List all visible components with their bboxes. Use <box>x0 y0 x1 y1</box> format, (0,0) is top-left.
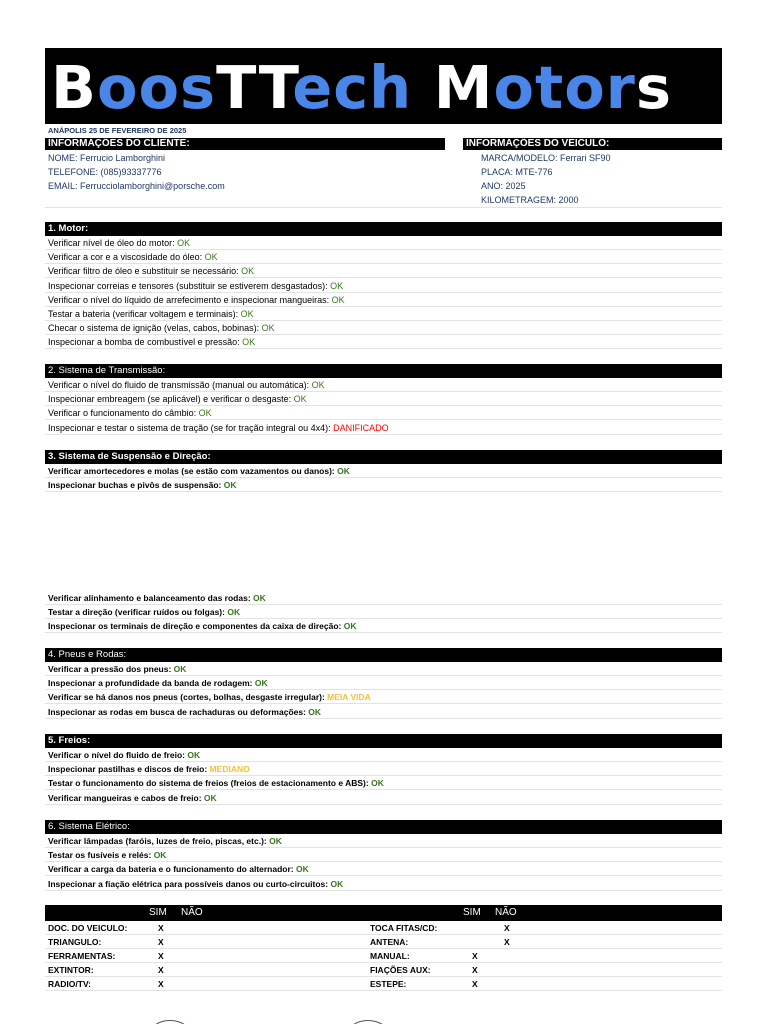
checklist-row <box>45 862 722 876</box>
check-item-label: Verificar a cor e a viscosidade do óleo: <box>48 252 205 263</box>
accessory-label: MANUAL: <box>370 951 410 961</box>
checklist-row <box>45 690 722 704</box>
checklist-row <box>45 378 722 392</box>
section-header-freios: 5. Freios: <box>45 734 722 748</box>
brand-part: M <box>412 53 494 122</box>
check-item-status: OK <box>337 466 350 476</box>
check-item-label: Testar a direção (verificar ruídos ou folgas): <box>48 607 228 618</box>
check-item-label: Verificar lâmpadas (faróis, luzes de freio, piscas, etc.): <box>48 836 270 846</box>
checklist-row <box>45 421 722 435</box>
checklist-row <box>45 591 722 605</box>
checklist-row <box>45 762 722 776</box>
check-item-status: OK <box>240 309 254 319</box>
accessory-mark: X <box>504 937 510 947</box>
section-header-motor: 1. Motor: <box>45 222 722 236</box>
brand-title <box>51 50 672 126</box>
check-item-label: Inspecionar pastilhas e discos de freio: <box>48 764 210 775</box>
check-item-status: OK <box>371 778 384 789</box>
brand-part: B <box>51 53 97 122</box>
vehicle-model: MARCA/MODELO: Ferrari SF90 <box>481 153 611 163</box>
check-item-status: OK <box>223 480 237 491</box>
accessory-mark: X <box>472 965 478 975</box>
check-item-label: Verificar amortecedores e molas (se estão com vazamentos ou danos): <box>48 466 338 476</box>
check-item-status: OK <box>242 337 256 348</box>
accessory-mark: X <box>158 965 164 975</box>
accessory-label: RADIO/TV: <box>48 979 91 989</box>
check-item-status: OK <box>330 878 344 889</box>
checklist-row <box>45 705 722 719</box>
check-item-label: Inspecionar buchas e pivôs de suspensão: <box>48 480 224 491</box>
check-item-status: OK <box>331 294 345 305</box>
checklist-row <box>45 464 722 478</box>
check-item-label: Inspecionar os terminais de direção e componentes da caixa de direção: <box>48 621 344 632</box>
check-item-status: OK <box>204 252 218 263</box>
section-header-pneus: 4. Pneus e Rodas: <box>45 648 722 662</box>
check-item-label: Inspecionar a profundidade da banda de rodagem: <box>48 678 255 689</box>
sim-header-right: SIM <box>463 907 481 918</box>
vehicle-km: KILOMETRAGEM: 2000 <box>481 195 579 205</box>
check-item-status: OK <box>254 678 268 689</box>
checklist-row <box>45 605 722 619</box>
check-item-status: OK <box>153 850 167 861</box>
check-item-label: Verificar a pressão dos pneus: <box>48 664 174 674</box>
check-item-status: OK <box>187 750 201 760</box>
check-item-label: Testar a bateria (verificar voltagem e terminais): <box>48 309 241 319</box>
client-phone: TELEFONE: (085)93337776 <box>48 167 162 177</box>
section-header-transmissao: 2. Sistema de Transmissão: <box>45 364 722 378</box>
section-header-eletrico: 6. Sistema Elétrico: <box>45 820 722 834</box>
check-item-status: OK <box>198 408 212 419</box>
checklist-row <box>45 293 722 307</box>
brand-part: ech <box>292 53 413 122</box>
accessory-mark: X <box>158 979 164 989</box>
accessory-mark: X <box>504 923 510 933</box>
accessory-label: DOC. DO VEICULO: <box>48 923 128 933</box>
vehicle-year: ANO: 2025 <box>481 181 526 191</box>
check-item-label: Verificar se há danos nos pneus (cortes, bolhas, desgaste irregular): <box>48 692 328 703</box>
checklist-row <box>45 392 722 406</box>
checklist-row <box>45 250 722 264</box>
check-item-label: Verificar a carga da bateria e o funcionamento do alternador: <box>48 864 296 875</box>
check-item-status: OK <box>293 394 307 405</box>
check-item-label: Inspecionar e testar o sistema de tração (se for tração integral ou 4x4): <box>48 422 334 433</box>
accessory-row <box>45 963 722 977</box>
checklist-row <box>45 335 722 349</box>
check-item-status: OK <box>261 323 275 334</box>
check-item-status: OK <box>308 706 322 717</box>
client-name: NOME: Ferrucio Lamborghini <box>48 153 166 163</box>
signature-circle-left <box>142 1020 198 1024</box>
accessory-mark: X <box>158 937 164 947</box>
accessory-mark: X <box>472 979 478 989</box>
check-item-label: Testar os fusíveis e relés: <box>48 850 154 861</box>
checklist-row <box>45 279 722 293</box>
checklist-row <box>45 791 722 805</box>
check-item-status: OK <box>227 607 241 618</box>
checklist-row <box>45 676 722 690</box>
checklist-row <box>45 321 722 335</box>
checklist-row <box>45 406 722 420</box>
signature-circle-right <box>340 1020 396 1024</box>
accessory-label: TRIANGULO: <box>48 937 102 947</box>
accessory-label: ANTENA: <box>370 937 409 947</box>
check-item-status: OK <box>203 792 217 803</box>
check-item-label: Inspecionar embreagem (se aplicável) e verificar o desgaste: <box>48 394 294 405</box>
accessory-mark: X <box>472 951 478 961</box>
check-item-status: OK <box>296 864 309 875</box>
accessory-mark: X <box>158 923 164 933</box>
accessory-label: EXTINTOR: <box>48 965 94 975</box>
check-item-label: Verificar filtro de óleo e substituir se necessário: <box>48 266 242 277</box>
brand-part: otor <box>493 53 636 122</box>
vehicle-plate: PLACA: MTE-776 <box>481 167 553 177</box>
vehicle-info-header: INFORMAÇÕES DO VEICULO: <box>463 138 722 150</box>
checklist-row <box>45 619 722 633</box>
check-item-status: OK <box>241 266 255 277</box>
check-item-label: Verificar alinhamento e balanceamento das rodas: <box>48 593 254 603</box>
check-item-label: Verificar o funcionamento do câmbio: <box>48 408 199 419</box>
check-item-label: Checar o sistema de ignição (velas, cabos, bobinas): <box>48 323 262 334</box>
date-line: ANÁPOLIS 25 DE FEVEREIRO DE 2025 <box>48 126 187 135</box>
check-item-status: OK <box>177 238 191 248</box>
accessory-mark: X <box>158 951 164 961</box>
check-item-label: Testar o funcionamento do sistema de freios (freios de estacionamento e ABS): <box>48 778 372 789</box>
check-item-status: MEDIANO <box>209 764 250 775</box>
checklist-row <box>45 776 722 790</box>
check-item-status: MEIA VIDA <box>327 692 371 703</box>
checklist-row <box>45 748 722 762</box>
brand-part: TT <box>216 53 293 122</box>
check-item-label: Inspecionar correias e tensores (substituir se estiverem desgastados): <box>48 280 331 291</box>
check-item-label: Inspecionar as rodas em busca de rachaduras ou deformações: <box>48 706 309 717</box>
accessory-label: TOCA FITAS/CD: <box>370 923 438 933</box>
checklist-row <box>45 478 722 492</box>
check-item-status: OK <box>311 380 325 390</box>
check-item-status: OK <box>269 836 282 846</box>
accessory-label: FIAÇÕES AUX: <box>370 965 431 975</box>
section-header-suspensao: 3. Sistema de Suspensão e Direção: <box>45 450 722 464</box>
client-email: EMAIL: Ferrucciolamborghini@porsche.com <box>48 181 225 191</box>
check-item-status: OK <box>173 664 187 674</box>
accessory-label: FERRAMENTAS: <box>48 951 116 961</box>
check-item-status: OK <box>253 593 266 603</box>
check-item-label: Verificar o nível do fluido de freio: <box>48 750 188 760</box>
checklist-row <box>45 877 722 891</box>
accessory-row <box>45 935 722 949</box>
check-item-label: Inspecionar a fiação elétrica para possíveis danos ou curto-circuitos: <box>48 878 331 889</box>
accessory-row <box>45 949 722 963</box>
accessories-header <box>45 905 722 921</box>
accessory-row <box>45 977 722 991</box>
client-info-header: INFORMAÇÕES DO CLIENTE: <box>45 138 445 150</box>
accessory-label: ESTEPE: <box>370 979 407 989</box>
checklist-row <box>45 848 722 862</box>
check-item-label: Verificar nível de óleo do motor: <box>48 238 178 248</box>
brand-part: s <box>635 53 672 122</box>
check-item-status: OK <box>343 621 357 632</box>
checklist-row <box>45 834 722 848</box>
check-item-label: Inspecionar a bomba de combustível e pressão: <box>48 337 243 348</box>
checklist-row <box>45 307 722 321</box>
checklist-row <box>45 236 722 250</box>
checklist-row <box>45 264 722 278</box>
check-item-status: DANIFICADO <box>333 422 389 433</box>
nao-header-right: NÃO <box>495 907 517 918</box>
sim-header-left: SIM <box>149 907 167 918</box>
check-item-label: Verificar o nível do líquido de arrefecimento e inspecionar mangueiras: <box>48 294 332 305</box>
nao-header-left: NÃO <box>181 907 203 918</box>
accessory-row <box>45 921 722 935</box>
brand-part: oos <box>96 53 217 122</box>
brand-banner <box>45 48 722 124</box>
check-item-label: Verificar o nível do fluido de transmissão (manual ou automática): <box>48 380 312 390</box>
checklist-row <box>45 662 722 676</box>
check-item-status: OK <box>330 280 344 291</box>
check-item-label: Verificar mangueiras e cabos de freio: <box>48 792 204 803</box>
